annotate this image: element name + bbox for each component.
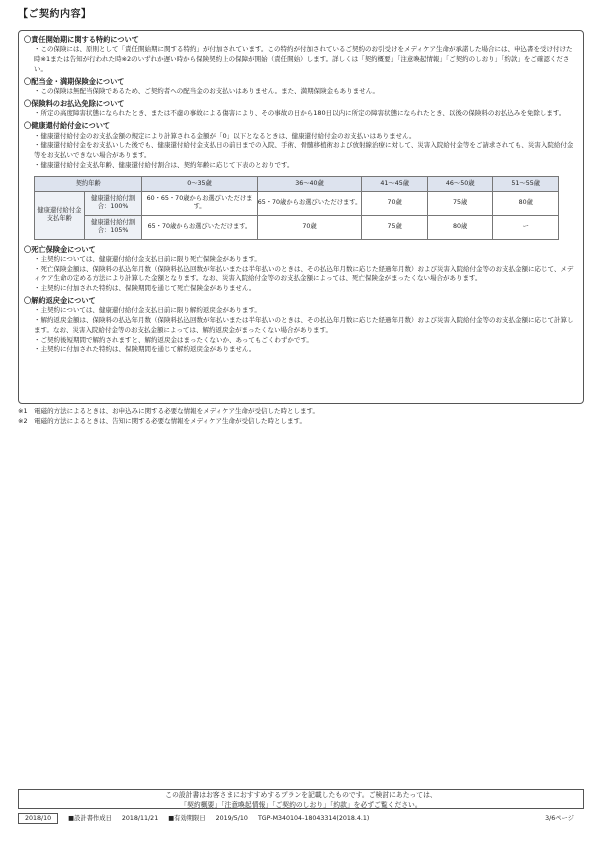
- table-cell: 80歳: [427, 215, 493, 239]
- section-body: [24, 109, 577, 119]
- section-paragraph: ・所定の高度障害状態になられたとき、または不慮の事故による傷害により、その事故の日から180日以内に所定の障害状態になられたとき、以後の保険料のお払込みを免除します。: [34, 109, 566, 118]
- section-paragraph: ・ご契約後短期間で解約されますと、解約返戻金はまったくないか、あってもごくわずかです。: [34, 335, 313, 344]
- row-label: 健康還付給付割合：105%: [84, 215, 142, 239]
- page-title: 【ご契約内容】: [18, 9, 92, 20]
- section-title: 〇健康還付給付金について: [24, 121, 111, 131]
- contract-content-box: [18, 30, 584, 404]
- table-cell: 75歳: [362, 215, 428, 239]
- table-cell: 65・70歳からお選びいただけます。: [257, 191, 362, 215]
- table-header-cell: 36〜40歳: [257, 176, 362, 191]
- table-cell: 65・70歳からお選びいただけます。: [142, 215, 257, 239]
- disclaimer-line: この設計書はお客さまにおすすめするプランを記載したものです。ご検討にあたっては、: [165, 791, 437, 799]
- table-header-cell: 51〜55歳: [493, 176, 559, 191]
- created-label: ■設計書作成日: [68, 814, 112, 822]
- section-title: 〇保険料のお払込免除について: [24, 98, 125, 108]
- section-paragraph: ・健康還付給付金支払年齢、健康還付給付割合は、契約年齢に応じて下表のとおりです。: [34, 160, 294, 169]
- table-header-row: [35, 176, 559, 191]
- section-body: [24, 306, 577, 355]
- section-paragraph: ・主契約については、健康還付給付金支払日前に限り死亡保険金があります。: [34, 254, 261, 263]
- table-cell: 70歳: [362, 191, 428, 215]
- section-body: [24, 45, 577, 74]
- footnote: ※2 電磁的方法によるときは、告知に関する必要な情報をメディケア生命が受信した時とします。: [18, 417, 307, 426]
- section: [24, 99, 577, 119]
- section-paragraph: ・健康還付給付金のお支払金額の規定により計算される金額が「0」以下となるときは、健康還付給付金のお支払いはありません。: [34, 131, 416, 140]
- disclaimer-box: [18, 789, 584, 809]
- table-row: [35, 215, 559, 239]
- footnotes: [18, 406, 319, 427]
- table-header-cell: 契約年齢: [35, 176, 142, 191]
- table-cell: 60・65・70歳からお選びいただけます。: [142, 191, 257, 215]
- refund-table-wrap: [34, 176, 559, 240]
- valid-label: ■有効期限日: [168, 814, 206, 822]
- section: [24, 121, 577, 170]
- created-date: 2018/11/21: [121, 814, 159, 822]
- section: [24, 245, 577, 294]
- table-header-cell: 0〜35歳: [142, 176, 257, 191]
- section-paragraph: ・主契約に付加された特約は、保険期間を通じて死亡保険金がありません。: [34, 284, 256, 293]
- section-title: 〇死亡保険金について: [24, 244, 96, 254]
- sections-before: [24, 35, 577, 171]
- section-title: 〇責任開始期に関する特約について: [24, 35, 139, 44]
- section: [24, 35, 577, 75]
- section-paragraph: ・健康還付給付金をお支払いした後でも、健康還付給付金支払日の前日までの入院、手術、骨髄移植術および放射線治療に対して、災害入院給付金等をご請求されても、災害入院給付金等をお支払いできない場合があります。: [34, 141, 574, 159]
- table-cell: 70歳: [257, 215, 362, 239]
- section-paragraph: ・この保険は無配当保険であるため、ご契約者への配当金のお支払いはありません。また、満期保険金もありません。: [34, 87, 380, 96]
- section-paragraph: ・主契約に付加された特約は、保険期間を通じて解約返戻金がありません。: [34, 345, 256, 354]
- section: [24, 296, 577, 355]
- footnote: ※1 電磁的方法によるときは、お申込みに関する必要な情報をメディケア生命が受信した時とします。: [18, 407, 320, 415]
- page-number: 3/6ページ: [545, 814, 574, 822]
- table-cell: ー: [493, 215, 559, 239]
- section-paragraph: ・主契約については、健康還付給付金支払日前に限り解約返戻金があります。: [34, 306, 261, 315]
- section-paragraph: ・死亡保険金額は、保険料の払込年月数（保険料払込回数が年払いまたは半年払いのときは、その払込年月数に応じた経過年月数）および災害入院給付金等のお支払金額に応じて、メディケア生命の定める方法により計算した金額となります。なお、災害入院給付金等のお支払金額によっては、死亡保険金がまったくない場合があります。: [34, 264, 574, 283]
- table-row: [35, 191, 559, 215]
- section-body: [24, 132, 577, 171]
- section-paragraph: ・この保険には、原則として「責任開始期に関する特約」が付加されています。この特約が付加されているご契約のお引受けをメディケア生命が承諾した場合には、申込書を受け付けた時※1または告知が行われた時※2のいずれか遅い時から保険契約上の保障が開始（責任開始）します。詳しくは「契約概要」「注意喚起情報」「ご契約のしおり」「約款」をご確認ください。: [34, 45, 573, 73]
- section-paragraph: ・解約返戻金額は、保険料の払込年月数（保険料払込回数が年払いまたは半年払いのときは、その払込年月数に応じた経過年月数）および災害入院給付金等のお支払金額に応じて計算します。なお、災害入院給付金等のお支払金額によっては、解約返戻金がまったくない場合があります。: [34, 316, 574, 334]
- valid-date: 2019/5/10: [215, 814, 248, 822]
- document-code: TGP-M340104-18043314(2018.4.1): [257, 814, 370, 822]
- version-badge: 2018/10: [18, 813, 58, 824]
- document-info-bar: [18, 813, 584, 824]
- table-header-cell: 46〜50歳: [427, 176, 493, 191]
- sections-after: [24, 245, 577, 356]
- section: [24, 77, 577, 97]
- row-label: 健康還付給付割合：100%: [84, 191, 142, 215]
- section-title: 〇解約返戻金について: [24, 295, 96, 305]
- row-group-label: 健康還付給付金支払年齢: [35, 191, 85, 239]
- disclaimer-line: 「契約概要」「注意喚起情報」「ご契約のしおり」「約款」を必ずご覧ください。: [180, 800, 422, 809]
- section-title: 〇配当金・満期保険金について: [24, 76, 125, 86]
- section-body: [24, 87, 577, 97]
- refund-ratio-table: [34, 176, 559, 240]
- section-body: [24, 255, 577, 294]
- table-cell: 75歳: [427, 191, 493, 215]
- table-cell: 80歳: [493, 191, 559, 215]
- table-header-cell: 41〜45歳: [362, 176, 428, 191]
